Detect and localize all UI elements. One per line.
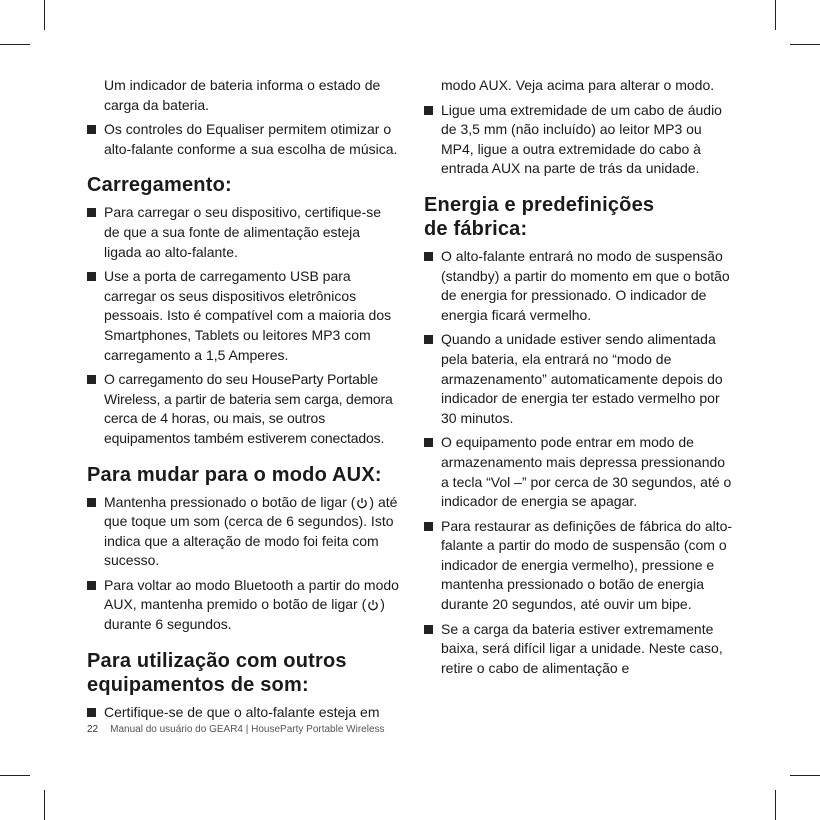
bullet-square-icon: [424, 522, 433, 531]
battery-indicator-text: Um indicador de bateria informa o estado de carga da bateria.: [104, 77, 381, 113]
bullet-square-icon: [424, 438, 433, 447]
section-heading-other-equipment: Para utilização com outros equipamentos de som:: [87, 649, 347, 696]
charging-list: [87, 203, 399, 448]
crop-mark: [44, 0, 45, 30]
crop-mark: [790, 44, 820, 45]
continued-text: modo AUX. Veja acima para alterar o modo.: [441, 77, 715, 93]
bullet-square-icon: [424, 252, 433, 261]
crop-mark: [44, 790, 45, 820]
bullet-square-icon: [87, 708, 96, 717]
intro-list: [87, 120, 399, 159]
bullet-square-icon: [424, 625, 433, 634]
list-item: Para voltar ao modo Bluetooth a partir do modo AUX, mantenha premido o botão de ligar ( ) durante 6 segundos.: [87, 576, 399, 635]
bullet-square-icon: [87, 272, 96, 281]
bullet-square-icon: [87, 208, 96, 217]
list-item: Os controles do Equaliser permitem otimizar o alto-falante conforme a sua escolha de música.: [87, 120, 399, 159]
crop-mark: [790, 775, 820, 776]
list-item: Ligue uma extremidade de um cabo de áudio de 3,5 mm (não incluído) ao leitor MP3 ou MP4, ligue a outra extremidade do cabo à entrada AUX na parte de trás da unidade.: [424, 101, 734, 179]
crop-mark: [775, 0, 776, 30]
left-column: [87, 76, 399, 727]
section-heading-factory: Energia e predefinições de fábrica:: [424, 193, 655, 240]
crop-mark: [0, 775, 30, 776]
list-item: O equipamento pode entrar em modo de armazenamento mais depressa pressionando a tecla “Vol –” por cerca de 30 segundos, até o indicador de energia se apagar.: [424, 433, 734, 511]
aux-list: [87, 493, 399, 635]
section-heading-aux-mode: Para mudar para o modo AUX:: [87, 463, 382, 486]
list-item: Mantenha pressionado o botão de ligar ( ) até que toque um som (cerca de 6 segundos). Isto indica que a alteração de modo foi feita com sucesso.: [87, 493, 399, 571]
list-item: Para carregar o seu dispositivo, certifique-se de que a sua fonte de alimentação esteja ligada ao alto-falante.: [87, 203, 399, 262]
power-icon: [356, 497, 368, 509]
bullet-square-icon: [87, 498, 96, 507]
list-item: Para restaurar as definições de fábrica do alto-falante a partir do modo de suspensão (com o indicador de energia vermelho), pressione e mantenha pressionado o botão de energia durante 20 segundos, até ouvir um bipe.: [424, 517, 734, 615]
power-icon: [367, 599, 379, 611]
page-footer: [87, 724, 385, 735]
list-item: Quando a unidade estiver sendo alimentada pela bateria, ela entrará no “modo de armazenamento” automaticamente depois do indicador de energia ter estado vermelho por 30 minutos.: [424, 330, 734, 428]
factory-list: [424, 247, 734, 678]
crop-mark: [775, 790, 776, 820]
footer-text: Manual do usuário do GEAR4 | HouseParty Portable Wireless: [110, 724, 385, 735]
list-item: O alto-falante entrará no modo de suspensão (standby) a partir do momento em que o botão de energia for pressionado. O indicador de energia ficará vermelho.: [424, 247, 734, 325]
bullet-square-icon: [87, 125, 96, 134]
bullet-square-icon: [87, 375, 96, 384]
bullet-square-icon: [87, 581, 96, 590]
list-item: O carregamento do seu HouseParty Portable Wireless, a partir de bateria sem carga, demora cerca de 4 horas, ou mais, se outros equipamentos também estiverem conectados.: [87, 370, 399, 448]
other-equipment-list: [87, 703, 399, 723]
right-column: [424, 76, 734, 683]
bullet-square-icon: [424, 335, 433, 344]
list-item: Use a porta de carregamento USB para carregar os seus dispositivos eletrônicos pessoais. Isto é compatível com a maioria dos Smartphones, Tablets ou leitores MP3 com carregamento a 1,5 Amperes.: [87, 267, 399, 365]
list-item: Se a carga da bateria estiver extremamente baixa, será difícil ligar a unidade. Neste caso, retire o cabo de alimentação e: [424, 620, 734, 679]
section-heading-charging: Carregamento:: [87, 174, 232, 197]
bullet-square-icon: [424, 106, 433, 115]
continued-list: [424, 101, 734, 179]
page-number: 22: [87, 724, 99, 735]
list-item: Certifique-se de que o alto-falante esteja em: [87, 703, 399, 723]
crop-mark: [0, 44, 30, 45]
